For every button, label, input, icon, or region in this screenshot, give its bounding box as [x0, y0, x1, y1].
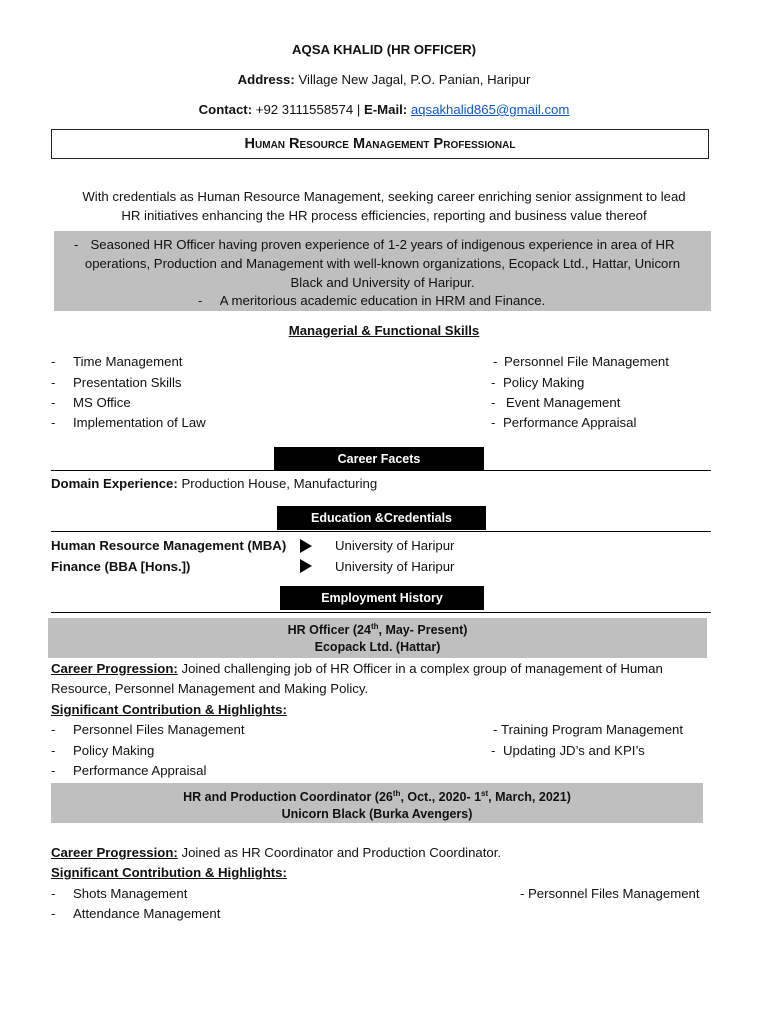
job-title: HR and Production Coordinator (26th, Oct., 2020- 1st, March, 2021)	[183, 789, 571, 805]
email-link[interactable]: aqsakhalid865@gmail.com	[410, 102, 570, 117]
progression-text: Joined as HR Coordinator and Production Coordinator.	[181, 845, 502, 860]
list-item: Personnel Files Management	[73, 722, 245, 737]
progression-label: Career Progression:	[51, 845, 178, 860]
objective-line-1: With credentials as Human Resource Management, seeking career enriching senior assignment to lead	[82, 189, 686, 204]
divider	[51, 470, 711, 471]
institution-name: University of Haripur	[335, 559, 455, 574]
job-company: Unicorn Black (Burka Avengers)	[281, 807, 473, 821]
career-progression	[51, 661, 663, 678]
section-career-facets: Career Facets	[274, 447, 484, 471]
domain-value: Production House, Manufacturing	[181, 476, 378, 491]
institution-name: University of Haripur	[335, 538, 455, 553]
page-title: Human Resource Management Professional	[51, 129, 709, 159]
job-header	[51, 783, 703, 823]
progression-text: Joined challenging job of HR Officer in a complex group of management of Human	[181, 661, 663, 676]
address-line	[0, 72, 768, 89]
job-header	[48, 618, 707, 658]
email-label: E-Mail:	[363, 102, 408, 117]
divider	[51, 612, 711, 613]
arrow-right-icon	[300, 559, 312, 573]
list-item: Updating JD’s and KPI’s	[503, 743, 645, 758]
career-progression	[51, 845, 501, 862]
list-item: Time Management	[73, 354, 183, 369]
address-value: Village New Jagal, P.O. Panian, Haripur	[298, 72, 531, 87]
job-company: Ecopack Ltd. (Hattar)	[314, 640, 441, 654]
section-education: Education &Credentials	[277, 506, 486, 530]
degree-name: Finance (BBA [Hons.])	[51, 559, 191, 574]
progression-label: Career Progression:	[51, 661, 178, 676]
summary-dash: -	[198, 293, 203, 308]
degree-name: Human Resource Management (MBA)	[51, 538, 287, 553]
objective-line-2: HR initiatives enhancing the HR process efficiencies, reporting and business value thereof	[121, 208, 647, 223]
list-item: Shots Management	[73, 886, 188, 901]
list-item: Attendance Management	[73, 906, 221, 921]
list-item: Policy Making	[503, 375, 585, 390]
skills-heading: Managerial & Functional Skills	[288, 323, 480, 338]
list-item: Policy Making	[73, 743, 155, 758]
job-title: HR Officer (24th, May- Present)	[287, 622, 468, 638]
summary-line-2: operations, Production and Management with well-known organizations, Ecopack Ltd., Hattar, Unicorn	[84, 256, 681, 271]
list-item: Training Program Management	[501, 722, 684, 737]
section-employment: Employment History	[280, 586, 484, 610]
domain-experience	[51, 476, 377, 493]
list-item: Personnel File Management	[504, 354, 669, 369]
list-item: Implementation of Law	[73, 415, 206, 430]
summary-line-1: Seasoned HR Officer having proven experience of 1-2 years of indigenous experience in area of HR	[90, 237, 675, 252]
contact-line	[0, 102, 768, 119]
candidate-name: AQSA KHALID (HR OFFICER)	[291, 42, 477, 57]
list-item: Personnel Files Management	[528, 886, 700, 901]
divider	[51, 531, 711, 532]
list-item: Performance Appraisal	[73, 763, 207, 778]
summary-dash: -	[74, 237, 79, 252]
contact-label: Contact:	[198, 102, 253, 117]
address-label: Address:	[237, 72, 295, 87]
list-item: MS Office	[73, 395, 131, 410]
highlights-label: Significant Contribution & Highlights:	[51, 865, 287, 880]
list-item: Presentation Skills	[73, 375, 182, 390]
summary-box	[54, 231, 711, 311]
contact-value: +92 3111558574 |	[255, 102, 364, 117]
highlights-label: Significant Contribution & Highlights:	[51, 702, 287, 717]
domain-label: Domain Experience:	[51, 476, 178, 491]
list-item: Event Management	[506, 395, 621, 410]
list-item: Performance Appraisal	[503, 415, 637, 430]
summary-line-3: Black and University of Haripur.	[290, 275, 475, 290]
progression-text-2: Resource, Personnel Management and Making Policy.	[51, 681, 369, 696]
arrow-right-icon	[300, 539, 312, 553]
summary-line-4: A meritorious academic education in HRM and Finance.	[219, 293, 546, 308]
